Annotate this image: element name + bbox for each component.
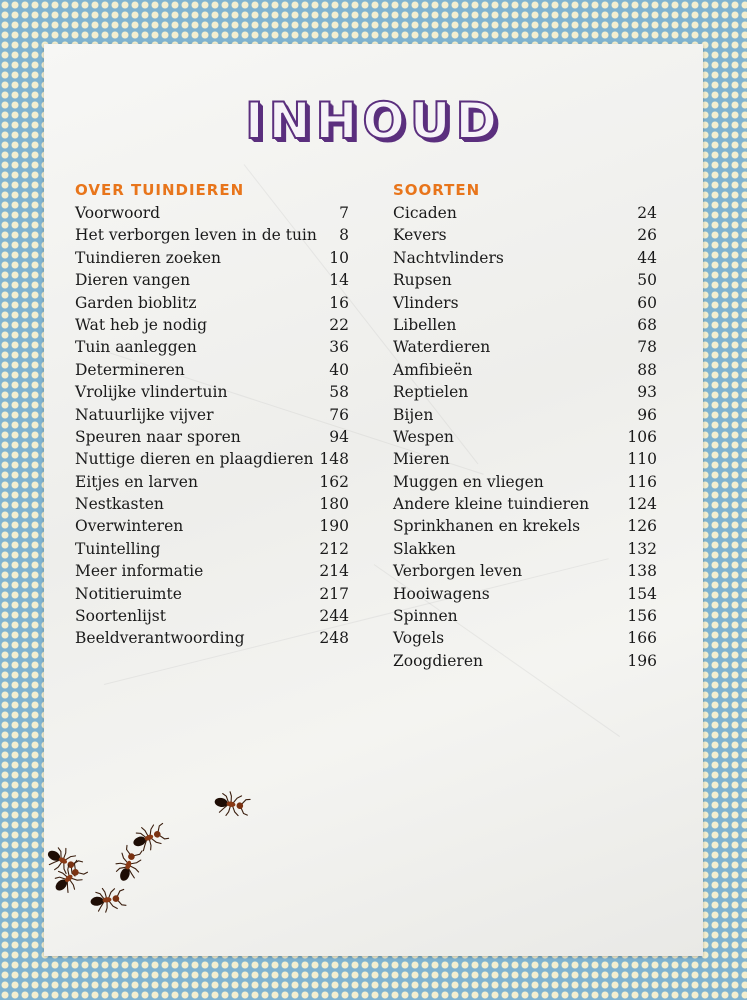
section-over-tuindieren <box>75 179 349 650</box>
entry-page-number: 126 <box>627 517 657 536</box>
entry-page-number: 40 <box>329 360 349 379</box>
entry-page-number: 7 <box>339 204 349 222</box>
toc-entry <box>75 359 349 381</box>
toc-entry <box>393 426 657 448</box>
toc-entry <box>393 404 657 426</box>
entry-page-number: 58 <box>329 383 349 402</box>
entry-label: Waterdieren <box>393 338 491 357</box>
entry-label: Vogels <box>393 629 445 648</box>
toc-list <box>393 202 657 672</box>
entry-page-number: 14 <box>329 271 349 290</box>
toc-entry <box>75 404 349 426</box>
toc-entry <box>393 515 657 537</box>
entry-page-number: 78 <box>637 338 657 357</box>
toc-entry <box>75 314 349 336</box>
ant-icon <box>111 844 145 885</box>
entry-page-number: 94 <box>329 427 349 446</box>
ant-icon <box>129 820 170 855</box>
toc-entry <box>75 426 349 448</box>
entry-page-number: 93 <box>637 383 657 402</box>
entry-label: Nuttige dieren en plaagdieren <box>75 450 314 469</box>
entry-page-number: 190 <box>319 517 349 536</box>
toc-entry <box>393 359 657 381</box>
toc-entry <box>75 247 349 269</box>
toc-entry <box>393 493 657 515</box>
toc-entry <box>393 471 657 493</box>
toc-entry <box>393 381 657 403</box>
entry-page-number: 8 <box>339 226 349 245</box>
entry-label: Tuin aanleggen <box>75 338 197 357</box>
entry-page-number: 88 <box>637 360 657 379</box>
entry-label: Rupsen <box>393 271 452 290</box>
entry-label: Kevers <box>393 226 447 245</box>
entry-label: Dieren vangen <box>75 271 191 290</box>
entry-label: Vrolijke vlindertuin <box>75 383 228 402</box>
entry-page-number: 68 <box>637 315 657 334</box>
entry-page-number: 76 <box>329 405 349 424</box>
entry-page-number: 132 <box>627 539 657 558</box>
entry-page-number: 124 <box>627 495 657 514</box>
entry-page-number: 96 <box>637 405 657 424</box>
entry-label: Het verborgen leven in de tuin <box>75 226 317 245</box>
entry-page-number: 16 <box>329 293 349 312</box>
entry-label: Hooiwagens <box>393 584 490 603</box>
entry-label: Slakken <box>393 539 456 558</box>
entry-page-number: 24 <box>637 204 657 222</box>
entry-page-number: 110 <box>627 450 657 469</box>
entry-label: Cicaden <box>393 204 457 222</box>
entry-label: Sprinkhanen en krekels <box>393 517 581 536</box>
page-title: INHOUD <box>245 92 502 150</box>
ant-icon <box>89 885 127 914</box>
ant-icon <box>213 789 251 819</box>
entry-label: Verborgen leven <box>393 562 523 581</box>
entry-label: Muggen en vliegen <box>393 472 544 491</box>
toc-entry <box>393 202 657 224</box>
entry-page-number: 214 <box>319 562 349 581</box>
entry-page-number: 22 <box>329 315 349 334</box>
toc-entry <box>75 538 349 560</box>
toc-entry <box>75 605 349 627</box>
entry-label: Meer informatie <box>75 562 204 581</box>
toc-entry <box>75 627 349 649</box>
entry-label: Tuindieren zoeken <box>75 248 222 267</box>
entry-label: Spinnen <box>393 607 458 626</box>
entry-label: Determineren <box>75 360 185 379</box>
entry-label: Vlinders <box>393 293 459 312</box>
ants-illustration <box>44 784 324 924</box>
toc-entry <box>75 381 349 403</box>
entry-page-number: 244 <box>319 607 349 626</box>
toc-entry <box>393 269 657 291</box>
entry-page-number: 196 <box>627 651 657 670</box>
toc-entry <box>393 560 657 582</box>
toc-entry <box>75 224 349 246</box>
entry-label: Overwinteren <box>75 517 184 536</box>
entry-page-number: 162 <box>319 472 349 491</box>
toc-entry <box>393 336 657 358</box>
entry-page-number: 10 <box>329 248 349 267</box>
toc-entry <box>393 448 657 470</box>
entry-label: Natuurlijke vijver <box>75 405 214 424</box>
entry-page-number: 36 <box>329 338 349 357</box>
entry-label: Speuren naar sporen <box>75 427 241 446</box>
entry-label: Reptielen <box>393 383 469 402</box>
entry-label: Notitieruimte <box>75 584 182 603</box>
entry-page-number: 50 <box>637 271 657 290</box>
toc-entry <box>393 224 657 246</box>
toc-entry <box>75 493 349 515</box>
entry-page-number: 106 <box>627 427 657 446</box>
entry-label: Mieren <box>393 450 450 469</box>
entry-page-number: 116 <box>627 472 657 491</box>
entry-page-number: 60 <box>637 293 657 312</box>
paper-page <box>44 44 703 956</box>
entry-label: Nestkasten <box>75 495 164 514</box>
entry-label: Amfibieën <box>393 360 473 379</box>
section-heading: OVER TUINDIEREN <box>75 181 245 199</box>
section-heading: SOORTEN <box>393 181 481 199</box>
entry-label: Eitjes en larven <box>75 472 198 491</box>
toc-entry <box>75 560 349 582</box>
entry-label: Garden bioblitz <box>75 293 197 312</box>
entry-page-number: 156 <box>627 607 657 626</box>
entry-page-number: 180 <box>319 495 349 514</box>
entry-page-number: 148 <box>319 450 349 469</box>
toc-entry <box>75 583 349 605</box>
toc-entry <box>393 627 657 649</box>
entry-label: Nachtvlinders <box>393 248 504 267</box>
entry-label: Tuintelling <box>75 539 161 558</box>
toc-entry <box>393 292 657 314</box>
entry-label: Andere kleine tuindieren <box>393 495 590 514</box>
toc-entry <box>393 247 657 269</box>
entry-label: Voorwoord <box>75 204 161 222</box>
entry-page-number: 154 <box>627 584 657 603</box>
toc-entry <box>75 269 349 291</box>
entry-page-number: 44 <box>637 248 657 267</box>
toc-entry <box>393 583 657 605</box>
entry-label: Beeldverantwoording <box>75 629 245 648</box>
entry-page-number: 212 <box>319 539 349 558</box>
entry-page-number: 26 <box>637 226 657 245</box>
toc-entry <box>75 448 349 470</box>
toc-entry <box>75 202 349 224</box>
toc-entry <box>75 515 349 537</box>
toc-entry <box>75 336 349 358</box>
toc-entry <box>393 538 657 560</box>
entry-label: Libellen <box>393 315 457 334</box>
toc-list <box>75 202 349 650</box>
entry-label: Bijen <box>393 405 434 424</box>
entry-label: Zoogdieren <box>393 651 483 670</box>
entry-page-number: 217 <box>319 584 349 603</box>
entry-label: Soortenlijst <box>75 607 166 626</box>
entry-page-number: 138 <box>627 562 657 581</box>
toc-entry <box>393 314 657 336</box>
section-soorten <box>393 179 657 672</box>
toc-entry <box>393 605 657 627</box>
entry-label: Wat heb je nodig <box>75 315 208 334</box>
entry-page-number: 248 <box>319 629 349 648</box>
entry-label: Wespen <box>393 427 454 446</box>
toc-entry <box>393 650 657 672</box>
entry-page-number: 166 <box>627 629 657 648</box>
toc-entry <box>75 292 349 314</box>
toc-entry <box>75 471 349 493</box>
